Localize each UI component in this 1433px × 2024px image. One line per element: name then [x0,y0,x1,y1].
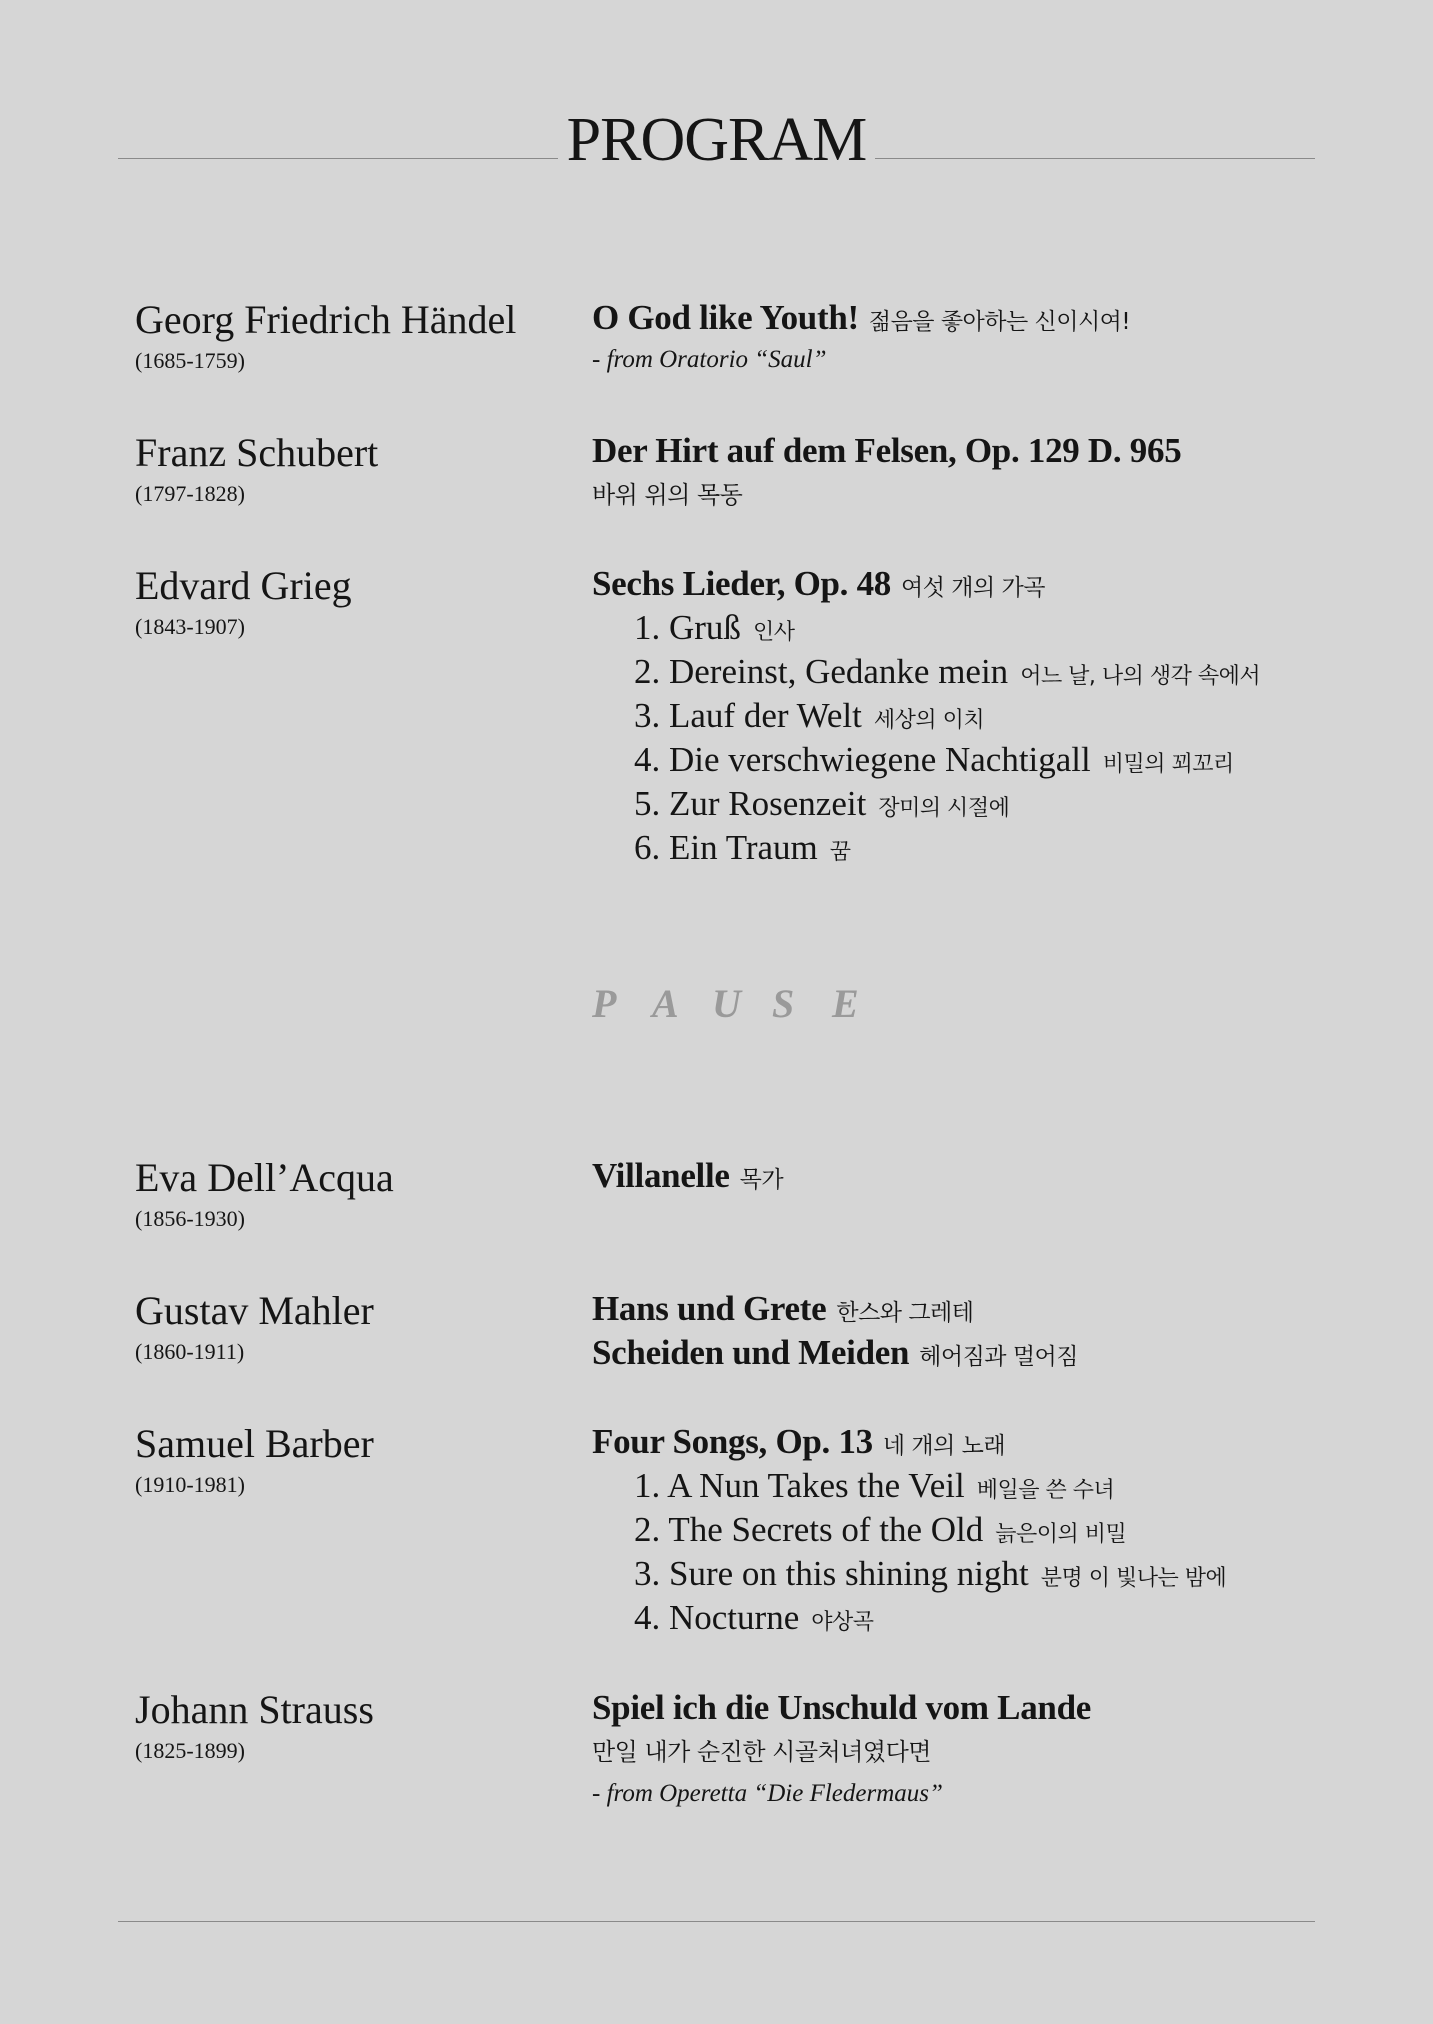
song-item [592,826,1332,870]
song-title-korean: 인사 [752,620,795,645]
composer [135,1420,575,1500]
composer-name: Johann Strauss [135,1687,374,1732]
work-title: Sechs Lieder, Op. 48 [592,564,891,603]
work-line [592,1154,1332,1198]
composer [135,1287,575,1367]
work-title: Spiel ich die Unschuld vom Lande [592,1688,1091,1727]
composer-years: (1856-1930) [135,1206,245,1231]
composer-name: Georg Friedrich Händel [135,297,517,342]
work-line [592,1686,1332,1730]
song-item [592,1552,1332,1596]
work-title: Villanelle [592,1156,730,1195]
work-title: Scheiden und Meiden [592,1333,910,1372]
works [592,562,1332,870]
pause-letter: P [592,981,617,1026]
song-item [592,738,1332,782]
song-title-korean: 꿈 [829,840,851,865]
composer-name: Eva Dell’Acqua [135,1155,394,1200]
works [592,1420,1332,1640]
works [592,1154,1332,1198]
song-title-korean: 어느 날, 나의 생각 속에서 [1020,664,1261,689]
song-title: 4. Die verschwiegene Nachtigall [634,740,1091,779]
work-line [592,1331,1332,1375]
bottom-rule [118,1921,1315,1922]
work-line [592,429,1332,473]
song-title: 1. Gruß [634,608,741,647]
song-title-korean: 비밀의 꾀꼬리 [1102,752,1234,777]
work-line [592,1287,1332,1331]
work-title-korean: 네 개의 노래 [882,1433,1006,1459]
song-item [592,1464,1332,1508]
pause-letter: A [652,981,679,1026]
pause-letter: E [832,981,859,1026]
work-title-korean: 한스와 그레테 [836,1300,974,1326]
work-title: Der Hirt auf dem Felsen, Op. 129 D. 965 [592,431,1182,470]
composer [135,429,575,509]
song-title-korean: 분명 이 빛나는 밤에 [1040,1566,1227,1591]
song-title: 6. Ein Traum [634,828,818,867]
work-line [592,562,1332,606]
work-title: Hans und Grete [592,1289,827,1328]
composer-name: Gustav Mahler [135,1288,374,1333]
composer [135,1686,575,1766]
composer [135,296,575,376]
works [592,1287,1332,1375]
song-item [592,1596,1332,1640]
song-item [592,782,1332,826]
works [592,1686,1332,1814]
work-source: - from Operetta “Die Fledermaus” [592,1780,943,1807]
song-title: 5. Zur Rosenzeit [634,784,867,823]
work-title: O God like Youth! [592,298,859,337]
composer-years: (1860-1911) [135,1339,245,1364]
pause-letter: U [712,981,741,1026]
works [592,429,1332,517]
intermission-pause [592,980,892,1027]
song-item [592,650,1332,694]
composer-years: (1797-1828) [135,481,245,506]
composer-name: Edvard Grieg [135,563,352,608]
composer [135,1154,575,1234]
song-title: 2. Dereinst, Gedanke mein [634,652,1009,691]
song-title: 3. Sure on this shining night [634,1554,1029,1593]
song-title-korean: 베일을 쓴 수녀 [976,1478,1115,1503]
header-rule-left [118,158,558,159]
work-korean-line [592,1730,1332,1774]
song-item [592,1508,1332,1552]
song-item [592,606,1332,650]
composer-years: (1843-1907) [135,614,245,639]
work-title-korean: 목가 [739,1167,784,1193]
work-korean-line [592,473,1332,517]
song-title-korean: 장미의 시절에 [878,796,1010,821]
work-title-korean: 헤어짐과 멀어짐 [919,1344,1078,1370]
header-rule-right [875,158,1315,159]
work-line [592,1420,1332,1464]
song-title: 4. Nocturne [634,1598,800,1637]
composer-years: (1825-1899) [135,1738,245,1763]
song-title-korean: 늙은이의 비밀 [995,1522,1127,1547]
work-line [592,296,1332,340]
composer-years: (1910-1981) [135,1472,245,1497]
work-title: Four Songs, Op. 13 [592,1422,873,1461]
pause-letter: S [772,981,795,1026]
work-title-korean: 여섯 개의 가곡 [901,575,1045,601]
page-title: PROGRAM [566,106,867,174]
work-title-korean: 바위 위의 목동 [592,481,743,509]
song-title-korean: 야상곡 [811,1610,874,1635]
song-title: 2. The Secrets of the Old [634,1510,984,1549]
works [592,296,1332,380]
composer-name: Franz Schubert [135,430,379,475]
song-title: 1. A Nun Takes the Veil [634,1466,965,1505]
work-title-korean: 만일 내가 순진한 시골처녀였다면 [592,1738,931,1766]
song-title-korean: 세상의 이치 [873,708,985,733]
program-header [118,100,1315,180]
work-title-korean: 젊음을 좋아하는 신이시여! [868,309,1131,335]
song-title: 3. Lauf der Welt [634,696,862,735]
song-item [592,694,1332,738]
composer [135,562,575,642]
composer-name: Samuel Barber [135,1421,374,1466]
composer-years: (1685-1759) [135,348,245,373]
work-source: - from Oratorio “Saul” [592,346,827,373]
